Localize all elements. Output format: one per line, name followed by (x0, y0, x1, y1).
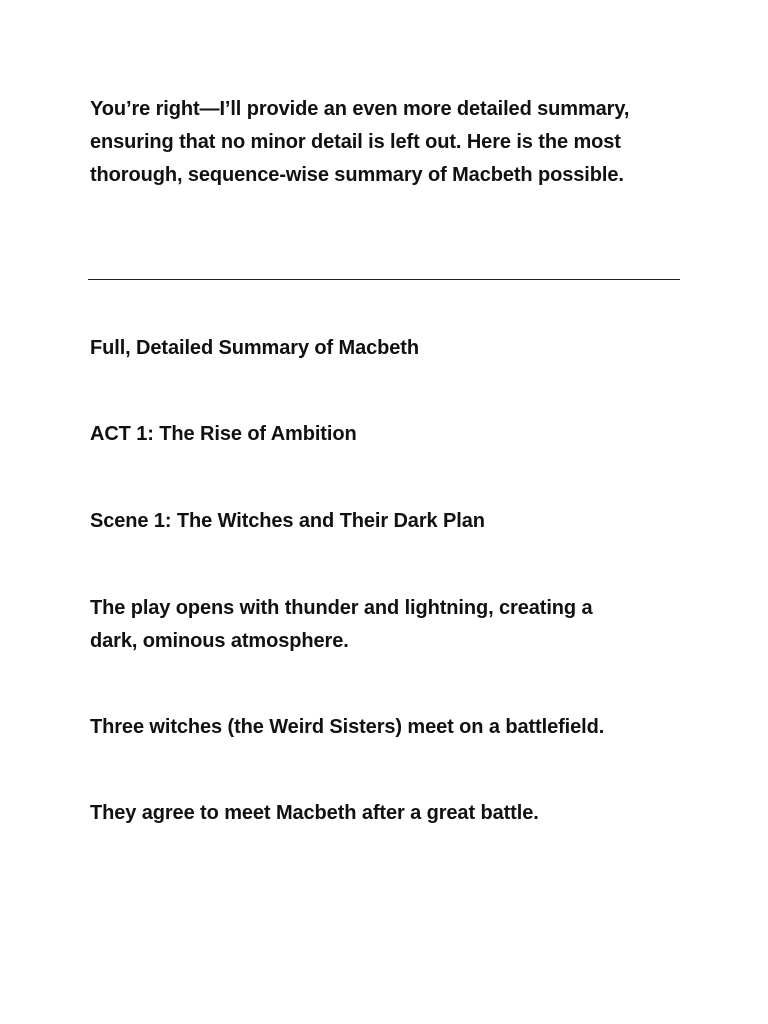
document-title: Full, Detailed Summary of Macbeth (90, 337, 419, 359)
paragraph-opening-line-1: The play opens with thunder and lightning, creating a (90, 597, 593, 619)
act-heading: ACT 1: The Rise of Ambition (90, 423, 357, 445)
intro-paragraph (90, 93, 690, 192)
paragraph-agreement-line-1: They agree to meet Macbeth after a great battle. (90, 802, 539, 824)
intro-line-1: You’re right—I’ll provide an even more detailed summary, (90, 98, 630, 120)
paragraph-agreement (90, 797, 690, 830)
paragraph-opening (90, 592, 690, 658)
paragraph-witches-line-1: Three witches (the Weird Sisters) meet on a battlefield. (90, 716, 605, 738)
horizontal-divider (88, 279, 680, 280)
intro-line-2: ensuring that no minor detail is left out. Here is the most (90, 131, 621, 153)
scene-heading: Scene 1: The Witches and Their Dark Plan (90, 510, 485, 532)
intro-line-3: thorough, sequence-wise summary of Macbeth possible. (90, 164, 624, 186)
paragraph-opening-line-2: dark, ominous atmosphere. (90, 630, 349, 652)
paragraph-witches (90, 711, 690, 744)
